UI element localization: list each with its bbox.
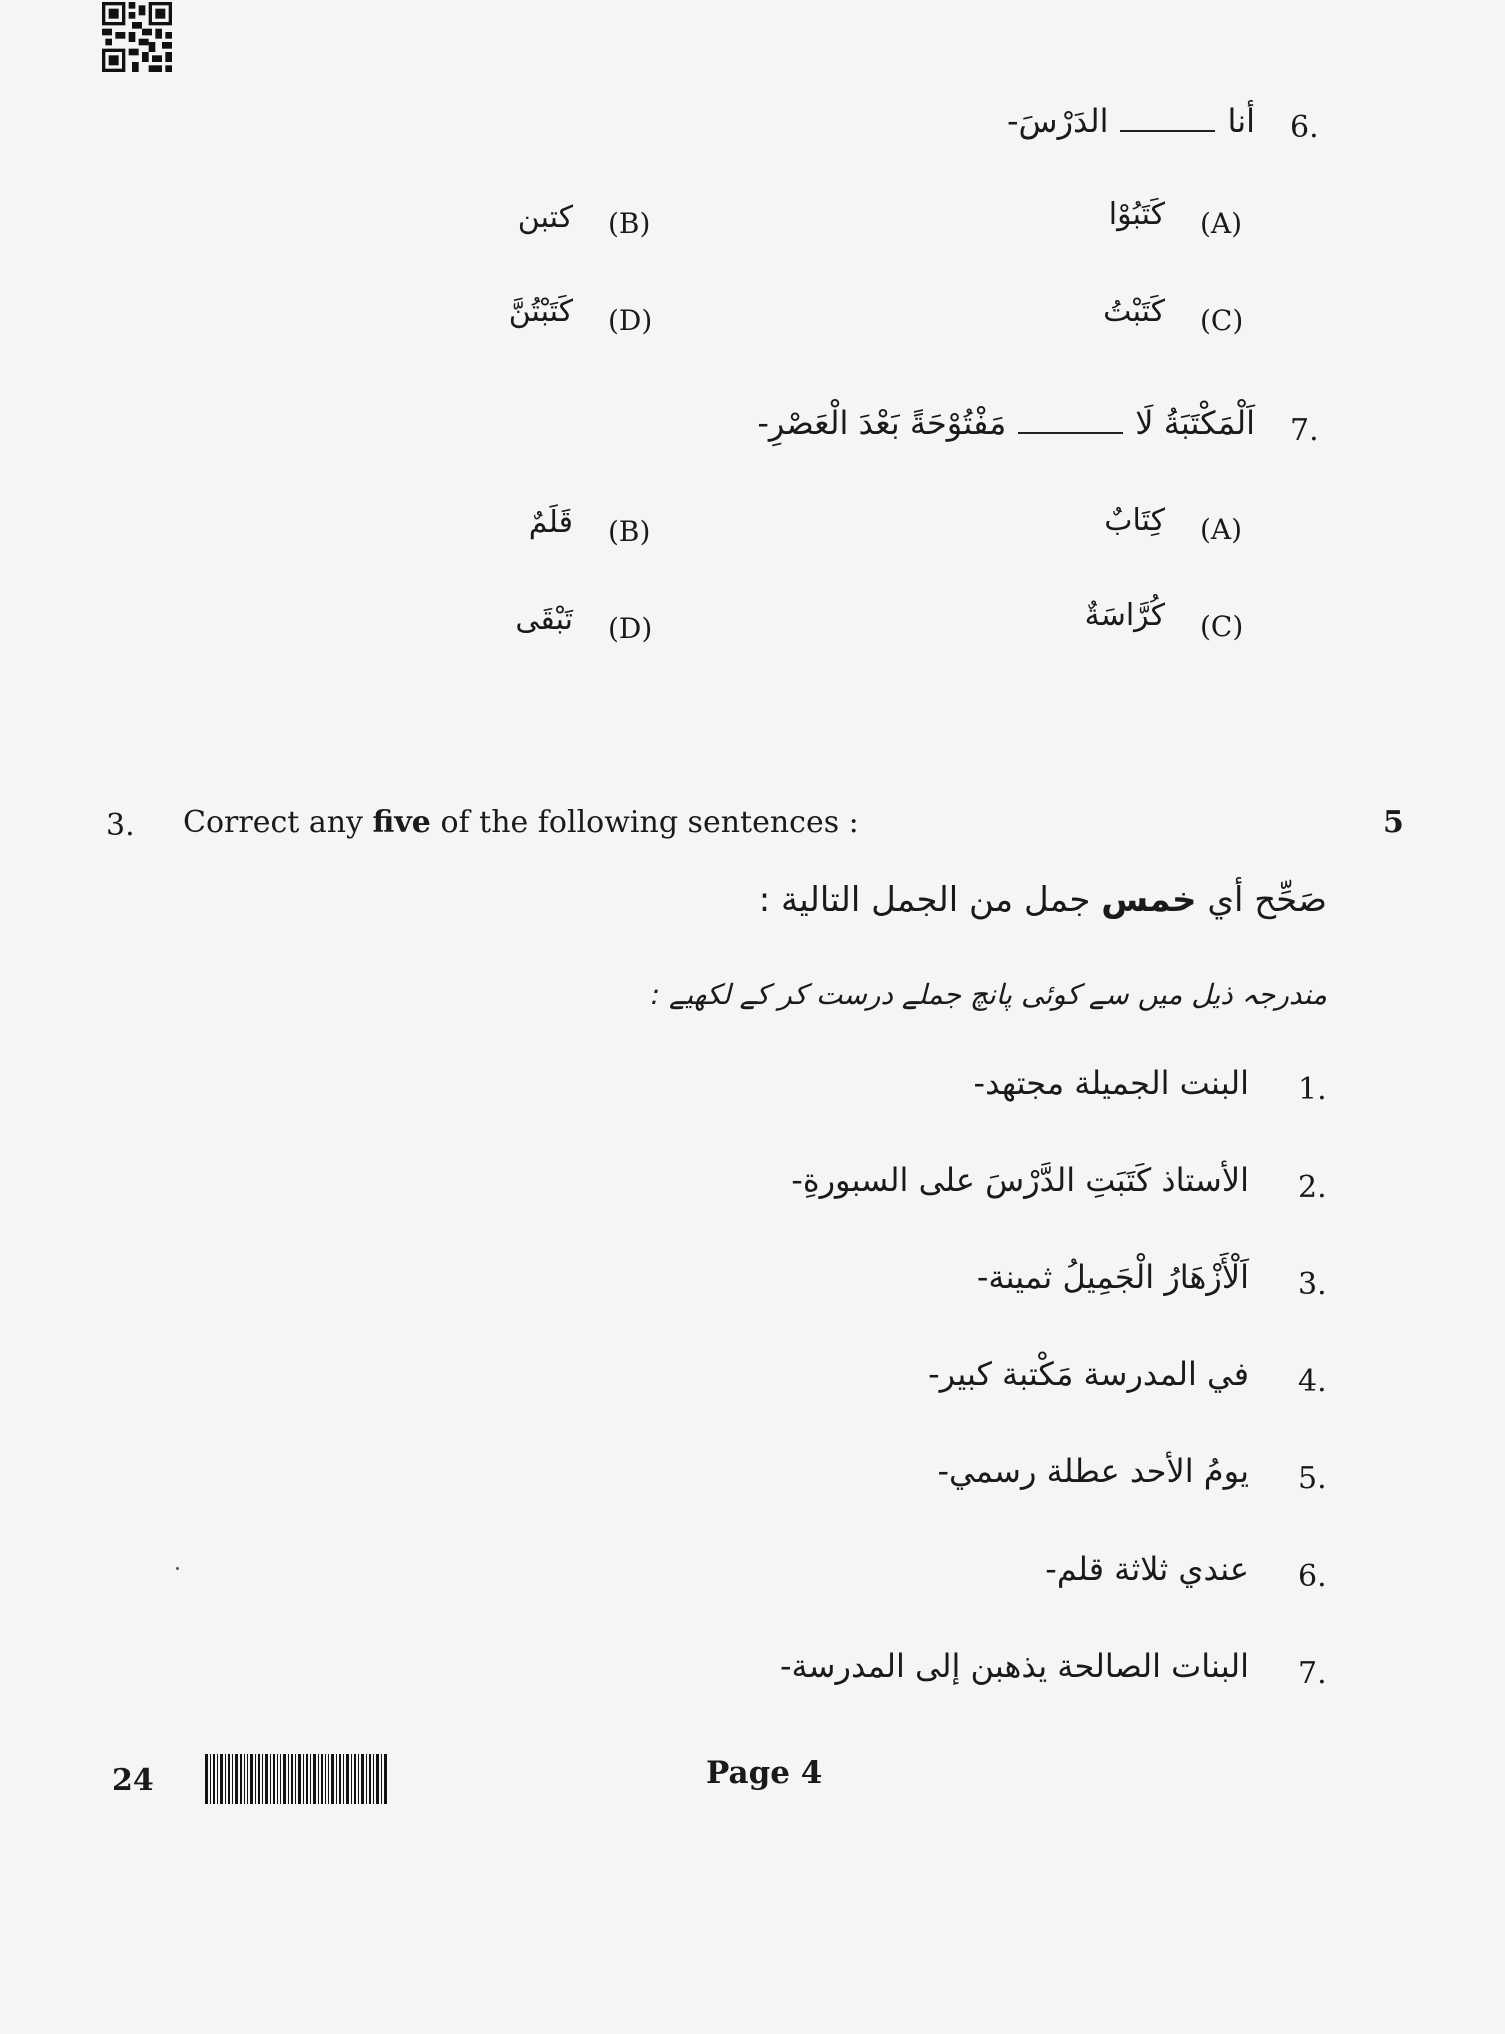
q6-stem <box>1007 102 1255 140</box>
q3-instruction-urdu: مندرجہ ذیل میں سے کوئی پانچ جملے درست کر کے لکھیے : <box>650 978 1327 1011</box>
q6-option-c-label: (C) <box>1200 304 1244 337</box>
qr-code <box>102 2 172 72</box>
q6-option-b-label: (B) <box>608 207 651 240</box>
q6-option-d-text: كَتَبْتُنَّ <box>508 294 573 329</box>
sentence-1-number: 1. <box>1298 1072 1327 1107</box>
sentence-3-text: اَلْأَزْهَارُ الْجَمِيلُ ثمينة- <box>976 1258 1249 1296</box>
q7-number: 7. <box>1290 413 1319 448</box>
q6-option-d-label: (D) <box>608 304 653 337</box>
q7-stem-before: اَلْمَكْتَبَةُ لَا <box>1135 404 1255 442</box>
sentence-1-text: البنت الجميلة مجتهد- <box>973 1064 1249 1102</box>
q6-stem-before: أنا <box>1227 102 1255 140</box>
page-number: Page 4 <box>706 1755 823 1791</box>
sentence-5-text: يومُ الأحد عطلة رسمي- <box>937 1452 1249 1490</box>
q6-blank <box>1120 110 1215 132</box>
sentence-6-text: عندي ثلاثة قلم- <box>1045 1550 1249 1588</box>
footer-code: 24 <box>112 1763 154 1798</box>
q6-option-c-text: كَتَبْتُ <box>1103 294 1165 329</box>
sentence-2-number: 2. <box>1298 1170 1327 1205</box>
q3-arabic-after: جمل من الجمل التالية : <box>758 880 1091 920</box>
sentence-4-number: 4. <box>1298 1364 1327 1399</box>
q3-instruction-ar <box>759 880 1327 920</box>
q3-text-bold: five <box>372 805 431 840</box>
sentence-2-text: الأستاذ كَتَبَتِ الدَّرْسَ على السبورةِ- <box>791 1161 1249 1199</box>
q6-number: 6. <box>1290 110 1319 145</box>
q3-number: 3. <box>106 808 135 843</box>
q7-option-d-text: تَبْقَى <box>515 602 573 637</box>
q7-option-a-text: كِتَابٌ <box>1104 503 1165 538</box>
q3-instruction-en <box>183 805 859 840</box>
q3-text-before: Correct any <box>183 805 363 840</box>
q7-option-c-label: (C) <box>1200 610 1244 643</box>
q7-option-c-text: كُرَّاسَةٌ <box>1084 598 1165 633</box>
q6-option-a-text: كَتَبُوْا <box>1108 197 1165 232</box>
q7-option-d-label: (D) <box>608 612 653 645</box>
sentence-5-number: 5. <box>1298 1461 1327 1496</box>
q6-option-b-text: كتبن <box>517 200 573 235</box>
q7-blank <box>1018 412 1123 434</box>
q7-stem <box>757 404 1255 442</box>
q3-arabic-bold: خمس <box>1101 880 1197 920</box>
q3-text-after: of the following sentences : <box>440 805 859 840</box>
q3-arabic-before: صَحِّح أي <box>1207 880 1327 920</box>
q3-marks: 5 <box>1383 805 1404 840</box>
stray-dot <box>176 1567 179 1570</box>
q7-option-a-label: (A) <box>1200 513 1243 546</box>
q7-option-b-label: (B) <box>608 515 651 548</box>
q6-stem-after: الدَرْسَ- <box>1006 102 1109 140</box>
sentence-3-number: 3. <box>1298 1267 1327 1302</box>
q7-option-b-text: قَلَمٌ <box>528 505 573 540</box>
sentence-7-text: البنات الصالحة يذهبن إلى المدرسة- <box>779 1647 1249 1685</box>
q7-stem-after: مَفْتُوْحَةً بَعْدَ الْعَصْرِ- <box>757 404 1007 442</box>
q6-option-a-label: (A) <box>1200 207 1243 240</box>
sentence-4-text: في المدرسة مَكْتبة كبير- <box>928 1355 1249 1393</box>
barcode <box>205 1754 387 1804</box>
sentence-7-number: 7. <box>1298 1656 1327 1691</box>
sentence-6-number: 6. <box>1298 1559 1327 1594</box>
